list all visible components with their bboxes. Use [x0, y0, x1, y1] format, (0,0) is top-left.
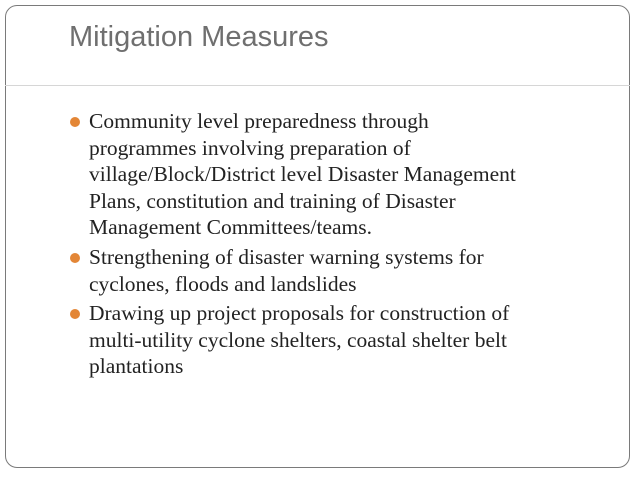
- bullet-text: Community level preparedness through programmes involving preparation of village/Block/District level Disaster Management Plans, constitution and training of Disaster Management Committees/teams.: [89, 109, 516, 240]
- round-bullet-icon: [70, 253, 80, 263]
- bullet-text: Strengthening of disaster warning systems for cyclones, floods and landslides: [89, 244, 484, 296]
- bullet-item-community-preparedness: [69, 108, 599, 241]
- bullet-list: [69, 108, 599, 380]
- round-bullet-icon: [70, 309, 80, 319]
- round-bullet-icon: [70, 117, 80, 127]
- bullet-item-project-proposals: [69, 300, 599, 380]
- title-divider: [5, 85, 630, 86]
- slide-title: Mitigation Measures: [69, 21, 329, 53]
- bullet-text: Drawing up project proposals for construction of multi-utility cyclone shelters, coastal shelter belt plantations: [89, 301, 510, 379]
- bullet-item-warning-systems: [69, 244, 599, 297]
